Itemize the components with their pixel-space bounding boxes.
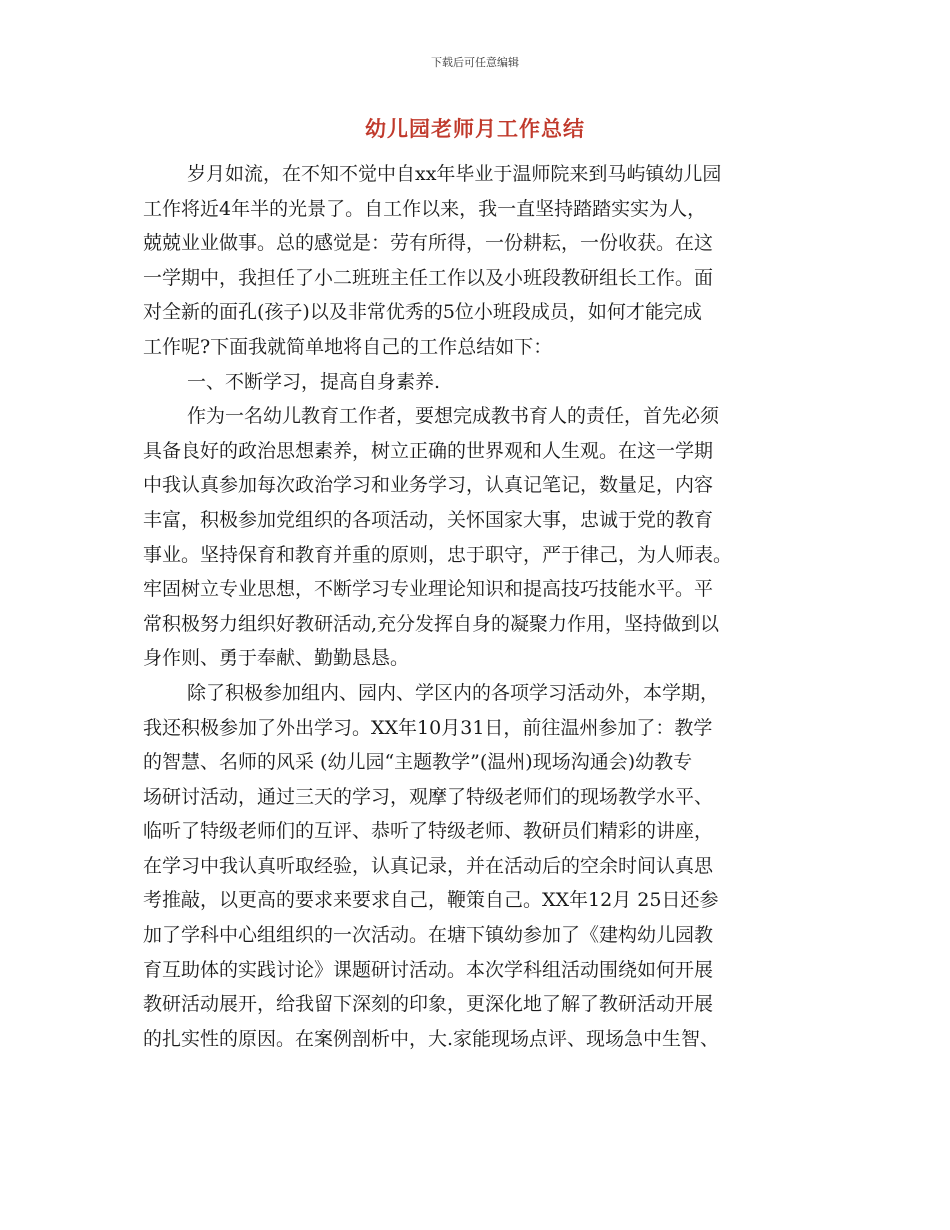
paragraph-line: 常积极努力组织好教研活动,充分发挥自身的凝聚力作用，坚持做到以 <box>143 612 720 635</box>
paragraph-line: 丰富，积极参加党组织的各项活动，关怀国家大事，忠诚于党的教育 <box>143 508 714 531</box>
paragraph-line: 在学习中我认真听取经验，认真记录，并在活动后的空余时间认真思 <box>143 854 714 877</box>
paragraph-line: 的扎实性的原因。在案例剖析中，大.家能现场点评、现场急中生智、 <box>143 1027 720 1050</box>
paragraph-line: 育互助体的实践讨论》课题研讨活动。本次学科组活动围绕如何开展 <box>143 958 714 981</box>
section-heading: 一、不断学习，提高自身素养. <box>187 370 441 393</box>
document-title: 幼儿园老师月工作总结 <box>365 116 585 141</box>
paragraph-line: 除了积极参加组内、园内、学区内的各项学习活动外，本学期， <box>187 681 720 704</box>
paragraph-line: 兢兢业业做事。总的感觉是：劳有所得，一份耕耘，一份收获。在这 <box>143 232 714 255</box>
paragraph-line: 事业。坚持保育和教育并重的原则，忠于职守，严于律己，为人师表。 <box>143 543 733 566</box>
paragraph-line: 教研活动展开，给我留下深刻的印象，更深化地了解了教研活动开展 <box>143 993 714 1016</box>
paragraph-line: 我还积极参加了外出学习。XX年10月31日，前往温州参加了：教学 <box>143 716 713 739</box>
paragraph-line: 牢固树立专业思想，不断学习专业理论知识和提高技巧技能水平。平 <box>143 578 714 601</box>
paragraph-line: 作为一名幼儿教育工作者，要想完成教书育人的责任，首先必须 <box>187 405 720 428</box>
paragraph-line: 临听了特级老师们的互评、恭听了特级老师、教研员们精彩的讲座， <box>143 820 714 843</box>
paragraph-line: 对全新的面孔(孩子)以及非常优秀的5位小班段成员，如何才能完成 <box>143 301 702 324</box>
paragraph-line: 工作将近4年半的光景了。自工作以来，我一直坚持踏踏实实为人， <box>143 197 707 220</box>
paragraph-line: 场研讨活动，通过三天的学习，观摩了特级老师们的现场教学水平、 <box>143 785 714 808</box>
paragraph-line: 加了学科中心组组织的一次活动。在塘下镇幼参加了《建构幼儿园教 <box>143 924 714 947</box>
paragraph-line: 岁月如流，在不知不觉中自xx年毕业于温师院来到马屿镇幼儿园 <box>187 163 722 185</box>
paragraph-line: 身作则、勇于奉献、勤勤恳恳。 <box>143 647 410 670</box>
header-note: 下载后可任意编辑 <box>431 56 519 69</box>
document-body <box>143 157 807 1056</box>
paragraph-line: 中我认真参加每次政治学习和业务学习，认真记笔记，数量足，内容 <box>143 474 714 497</box>
paragraph-line: 工作呢?下面我就简单地将自己的工作总结如下： <box>143 335 553 358</box>
paragraph-line: 的智慧、名师的风采 (幼儿园“主题教学”(温州)现场沟通会)幼教专 <box>143 751 693 774</box>
paragraph-line: 一学期中，我担任了小二班班主任工作以及小班段教研组长工作。面 <box>143 266 714 289</box>
paragraph-line: 具备良好的政治思想素养，树立正确的世界观和人生观。在这一学期 <box>143 439 714 462</box>
paragraph-line: 考推敲，以更高的要求来要求自己，鞭策自己。XX年12月 25日还参 <box>143 889 719 912</box>
